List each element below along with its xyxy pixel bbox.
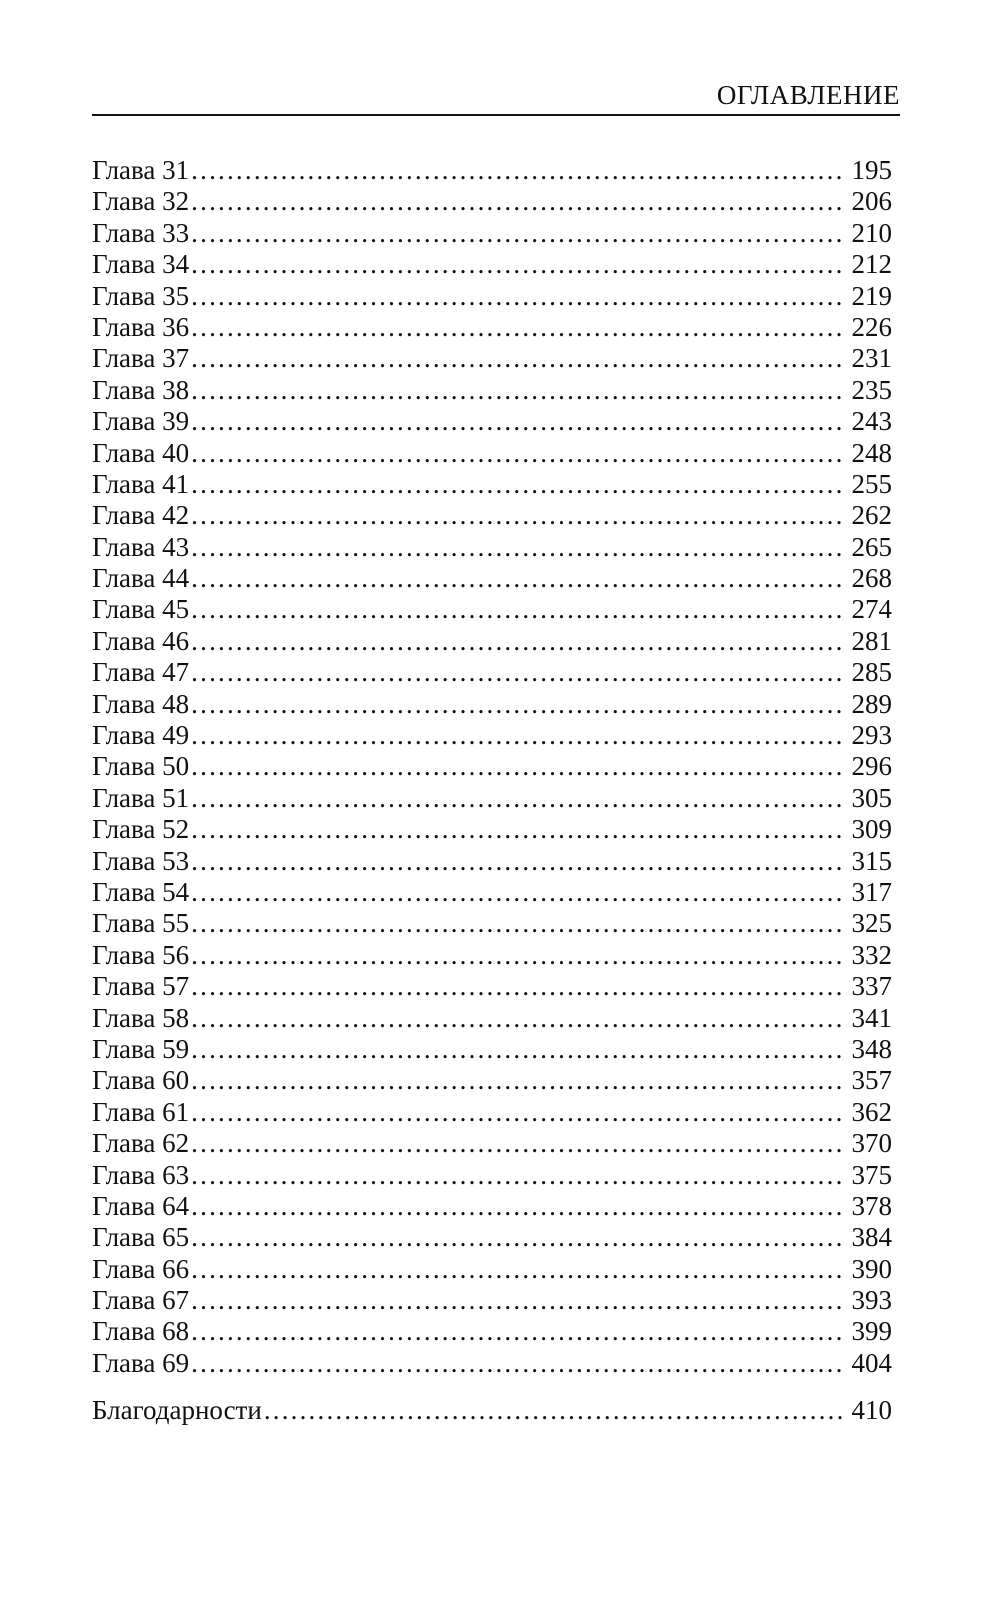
toc-entry-page-number: 248	[851, 437, 892, 468]
toc-entry-page-number: 293	[851, 720, 892, 751]
dot-leader	[191, 469, 844, 500]
toc-entry-label: Глава 53	[92, 845, 190, 876]
toc-entry	[92, 312, 892, 343]
toc-entry-label: Глава 51	[92, 782, 190, 813]
toc-entry-page-number: 378	[851, 1190, 892, 1221]
toc-entry-page-number: 390	[851, 1253, 892, 1284]
toc-entry-page-number: 296	[851, 751, 892, 782]
toc-entry-label: Глава 35	[92, 280, 190, 311]
toc-entry-label: Глава 37	[92, 343, 190, 374]
toc-entry-label: Глава 62	[92, 1128, 190, 1159]
toc-entry	[92, 626, 892, 657]
toc-entry	[92, 343, 892, 374]
toc-entry-label: Глава 66	[92, 1253, 190, 1284]
page-header	[92, 76, 900, 116]
dot-leader	[191, 1316, 844, 1347]
toc-entry	[92, 375, 892, 406]
toc-entry-label: Глава 69	[92, 1347, 190, 1378]
dot-leader	[191, 814, 844, 845]
dot-leader	[191, 218, 844, 249]
dot-leader	[191, 877, 844, 908]
toc-entry-label: Глава 63	[92, 1159, 190, 1190]
toc-entry-page-number: 399	[851, 1316, 892, 1347]
toc-entry-label: Глава 59	[92, 1033, 190, 1064]
toc-entry-page-number: 309	[851, 814, 892, 845]
dot-leader	[191, 406, 844, 437]
table-of-contents	[92, 155, 892, 1427]
dot-leader	[191, 312, 844, 343]
toc-entry-label: Глава 34	[92, 249, 190, 280]
toc-entry	[92, 1065, 892, 1096]
toc-entry-label: Глава 52	[92, 814, 190, 845]
toc-entry-page-number: 212	[851, 249, 892, 280]
dot-leader	[191, 1034, 844, 1065]
toc-entry-label: Благодарности	[92, 1395, 262, 1426]
toc-entry-page-number: 337	[851, 971, 892, 1002]
dot-leader	[191, 971, 844, 1002]
dot-leader	[191, 1348, 844, 1379]
toc-entry-label: Глава 44	[92, 563, 190, 594]
toc-entry-page-number: 362	[851, 1096, 892, 1127]
toc-entry-page-number: 235	[851, 374, 892, 405]
toc-entry	[92, 281, 892, 312]
toc-entry-page-number: 243	[851, 406, 892, 437]
toc-entry-label: Глава 38	[92, 374, 190, 405]
toc-entry-label: Глава 57	[92, 971, 190, 1002]
dot-leader	[191, 594, 844, 625]
toc-entry-label: Глава 42	[92, 500, 190, 531]
toc-entry-page-number: 219	[851, 280, 892, 311]
toc-entry	[92, 218, 892, 249]
toc-entry-page-number: 348	[851, 1033, 892, 1064]
dot-leader	[191, 563, 844, 594]
dot-leader	[191, 1128, 844, 1159]
dot-leader	[191, 438, 844, 469]
toc-entry	[92, 1034, 892, 1065]
toc-entry	[92, 877, 892, 908]
toc-entry-page-number: 285	[851, 657, 892, 688]
toc-entry-page-number: 410	[851, 1395, 892, 1426]
dot-leader	[191, 155, 844, 186]
dot-leader	[191, 908, 844, 939]
dot-leader	[191, 1222, 844, 1253]
toc-entry	[92, 657, 892, 688]
toc-entry-page-number: 341	[851, 1002, 892, 1033]
dot-leader	[191, 1285, 844, 1316]
toc-entry-label: Глава 32	[92, 186, 190, 217]
toc-entry	[92, 814, 892, 845]
toc-entry-label: Глава 43	[92, 531, 190, 562]
dot-leader	[191, 751, 844, 782]
toc-entry	[92, 1395, 892, 1426]
toc-entry-label: Глава 40	[92, 437, 190, 468]
toc-entry-label: Глава 31	[92, 155, 190, 185]
toc-entry	[92, 469, 892, 500]
toc-entry-page-number: 375	[851, 1159, 892, 1190]
dot-leader	[191, 249, 844, 280]
dot-leader	[191, 783, 844, 814]
toc-entry-page-number: 317	[851, 876, 892, 907]
toc-entry	[92, 689, 892, 720]
toc-entry	[92, 532, 892, 563]
toc-entry-label: Глава 46	[92, 625, 190, 656]
toc-entry-page-number: 255	[851, 468, 892, 499]
toc-entry-label: Глава 68	[92, 1316, 190, 1347]
dot-leader	[191, 343, 844, 374]
toc-entry-page-number: 332	[851, 939, 892, 970]
toc-entry-label: Глава 41	[92, 468, 190, 499]
page-title: ОГЛАВЛЕНИЕ	[716, 80, 900, 110]
toc-entry-page-number: 226	[851, 311, 892, 342]
toc-entry-page-number: 231	[851, 343, 892, 374]
toc-entry-label: Глава 39	[92, 406, 190, 437]
dot-leader	[191, 500, 844, 531]
toc-entry-page-number: 357	[851, 1065, 892, 1096]
dot-leader	[191, 1191, 844, 1222]
toc-entry-page-number: 281	[851, 625, 892, 656]
toc-entry-page-number: 289	[851, 688, 892, 719]
toc-entry	[92, 155, 892, 186]
toc-entry	[92, 971, 892, 1002]
toc-entry-label: Глава 48	[92, 688, 190, 719]
toc-entry-label: Глава 49	[92, 720, 190, 751]
toc-entry-label: Глава 50	[92, 751, 190, 782]
dot-leader	[264, 1395, 844, 1426]
toc-entry-label: Глава 54	[92, 876, 190, 907]
toc-entry-page-number: 210	[851, 217, 892, 248]
dot-leader	[191, 720, 844, 751]
toc-entry-label: Глава 64	[92, 1190, 190, 1221]
toc-entry-page-number: 195	[851, 155, 892, 185]
toc-entry-page-number: 268	[851, 563, 892, 594]
toc-entry-page-number: 404	[851, 1347, 892, 1378]
dot-leader	[191, 626, 844, 657]
toc-entry-page-number: 274	[851, 594, 892, 625]
toc-entry	[92, 594, 892, 625]
toc-entry-page-number: 370	[851, 1128, 892, 1159]
dot-leader	[191, 532, 844, 563]
toc-entry-page-number: 325	[851, 908, 892, 939]
toc-entry-page-number: 305	[851, 782, 892, 813]
dot-leader	[191, 1254, 844, 1285]
toc-entry-label: Глава 65	[92, 1222, 190, 1253]
toc-entry	[92, 1254, 892, 1285]
dot-leader	[191, 1097, 844, 1128]
toc-entry	[92, 438, 892, 469]
toc-entry-label: Глава 33	[92, 217, 190, 248]
toc-entry	[92, 563, 892, 594]
dot-leader	[191, 1065, 844, 1096]
toc-entry	[92, 500, 892, 531]
toc-entry-page-number: 384	[851, 1222, 892, 1253]
toc-entry-page-number: 393	[851, 1285, 892, 1316]
toc-entry	[92, 751, 892, 782]
toc-entry-label: Глава 67	[92, 1285, 190, 1316]
toc-entry	[92, 1097, 892, 1128]
dot-leader	[191, 375, 844, 406]
toc-entry	[92, 249, 892, 280]
toc-entry-page-number: 315	[851, 845, 892, 876]
toc-entry-label: Глава 56	[92, 939, 190, 970]
toc-entry-label: Глава 47	[92, 657, 190, 688]
toc-entry	[92, 1128, 892, 1159]
toc-entry	[92, 1285, 892, 1316]
dot-leader	[191, 689, 844, 720]
dot-leader	[191, 940, 844, 971]
toc-entry-label: Глава 60	[92, 1065, 190, 1096]
toc-entry	[92, 908, 892, 939]
toc-entry	[92, 1191, 892, 1222]
toc-entry	[92, 406, 892, 437]
dot-leader	[191, 281, 844, 312]
dot-leader	[191, 657, 844, 688]
dot-leader	[191, 186, 844, 217]
toc-entry-label: Глава 36	[92, 311, 190, 342]
toc-entry-label: Глава 58	[92, 1002, 190, 1033]
toc-entry	[92, 1160, 892, 1191]
toc-entry	[92, 846, 892, 877]
toc-entry-label: Глава 45	[92, 594, 190, 625]
dot-leader	[191, 846, 844, 877]
toc-entry	[92, 1222, 892, 1253]
toc-entry-label: Глава 55	[92, 908, 190, 939]
toc-entry	[92, 940, 892, 971]
toc-entry	[92, 1348, 892, 1379]
dot-leader	[191, 1003, 844, 1034]
toc-entry	[92, 186, 892, 217]
toc-entry-page-number: 265	[851, 531, 892, 562]
toc-entry	[92, 1316, 892, 1347]
toc-entry	[92, 1003, 892, 1034]
toc-entry-page-number: 206	[851, 186, 892, 217]
toc-entry-page-number: 262	[851, 500, 892, 531]
toc-entry	[92, 783, 892, 814]
toc-entry	[92, 720, 892, 751]
toc-entry-label: Глава 61	[92, 1096, 190, 1127]
dot-leader	[191, 1160, 844, 1191]
